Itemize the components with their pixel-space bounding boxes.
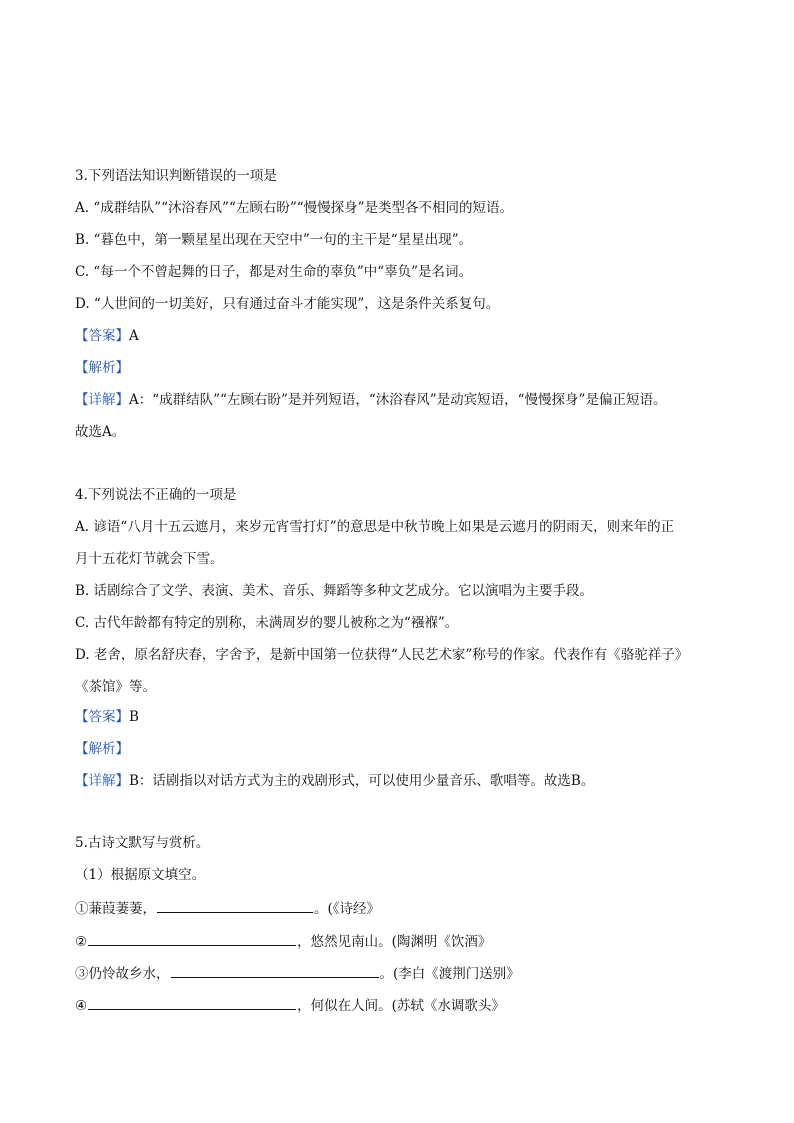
q3-answer-value: A	[129, 328, 139, 344]
q4-option-d-line1: D. 老舍，原名舒庆春，字舍予，是新中国第一位获得“人民艺术家”称号的作家。代表作有《骆驼祥子》	[75, 647, 689, 663]
q5-item-4	[75, 995, 505, 1015]
q5-item-1-post: 。(《诗经》	[314, 901, 381, 917]
q4-option-a-line2: 月十五花灯节就会下雪。	[75, 551, 224, 567]
q5-item-4-post: ，何似在人间。(苏轼《水调歌头》	[297, 998, 505, 1014]
q4-option-b: B. 话剧综合了文学、表演、美术、音乐、舞蹈等多种文艺成分。它以演唱为主要手段。	[75, 583, 594, 599]
q5-item-1-pre: ①蒹葭萋萋，	[75, 901, 156, 917]
q4-answer-tag: 【答案】	[75, 709, 129, 725]
q4-analysis	[75, 740, 129, 758]
q3-answer-tag: 【答案】	[75, 328, 129, 344]
q3-stem: 3.下列语法知识判断错误的一项是	[75, 168, 277, 184]
q3-answer	[75, 327, 139, 345]
q5-item-2	[75, 931, 491, 951]
q5-item-3-blank[interactable]	[171, 963, 379, 978]
q4-option-a-line1: A. 谚语“八月十五云遮月，来岁元宵雪打灯”的意思是中秋节晚上如果是云遮月的阴雨天，则来年的正	[75, 519, 675, 535]
q3-detail-text: A：“成群结队”“左顾右盼”是并列短语，“沐浴春风”是动宾短语，“慢慢探身”是偏正短语。	[129, 392, 667, 408]
q4-detail	[75, 772, 594, 790]
q5-item-4-blank[interactable]	[88, 995, 296, 1010]
q4-analysis-tag: 【解析】	[75, 741, 129, 757]
q4-stem: 4.下列说法不正确的一项是	[75, 487, 237, 503]
q5-item-2-post: ，悠然见南山。(陶渊明《饮酒》	[297, 934, 492, 950]
q5-sub1: （1）根据原文填空。	[75, 867, 206, 883]
q3-option-d: D. “人世间的一切美好，只有通过奋斗才能实现”，这是条件关系复句。	[75, 296, 500, 312]
q5-item-1	[75, 898, 380, 918]
q5-item-2-blank[interactable]	[88, 931, 296, 946]
q4-answer-value: B	[129, 709, 139, 725]
q5-stem: 5.古诗文默写与赏析。	[75, 835, 210, 851]
q4-answer	[75, 708, 139, 726]
q3-detail	[75, 391, 666, 409]
q3-option-a: A. “成群结队”“沐浴春风”“左顾右盼”“慢慢探身”是类型各不相同的短语。	[75, 200, 514, 216]
q4-detail-tag: 【详解】	[75, 773, 129, 789]
q3-analysis	[75, 359, 129, 377]
q4-option-c: C. 古代年龄都有特定的别称，未满周岁的婴儿被称之为“襁褓”。	[75, 615, 459, 631]
q5-item-4-pre: ④	[75, 998, 88, 1014]
q3-option-b: B. “暮色中，第一颗星星出现在天空中”一句的主干是“星星出现”。	[75, 232, 473, 248]
q5-item-2-pre: ②	[75, 934, 88, 950]
q5-item-3	[75, 963, 520, 983]
q5-item-1-blank[interactable]	[157, 898, 313, 913]
q3-conclusion: 故选A。	[75, 424, 126, 440]
q5-item-3-pre: ③仍怜故乡水，	[75, 966, 170, 982]
q4-detail-text: B：话剧指以对话方式为主的戏剧形式，可以使用少量音乐、歌唱等。故选B。	[129, 773, 595, 789]
q5-item-3-post: 。(李白《渡荆门送别》	[379, 966, 520, 982]
q3-analysis-tag: 【解析】	[75, 360, 129, 376]
q3-detail-tag: 【详解】	[75, 392, 129, 408]
q4-option-d-line2: 《茶馆》等。	[75, 679, 156, 695]
q3-option-c: C. “每一个不曾起舞的日子，都是对生命的辜负”中“辜负”是名词。	[75, 264, 473, 280]
